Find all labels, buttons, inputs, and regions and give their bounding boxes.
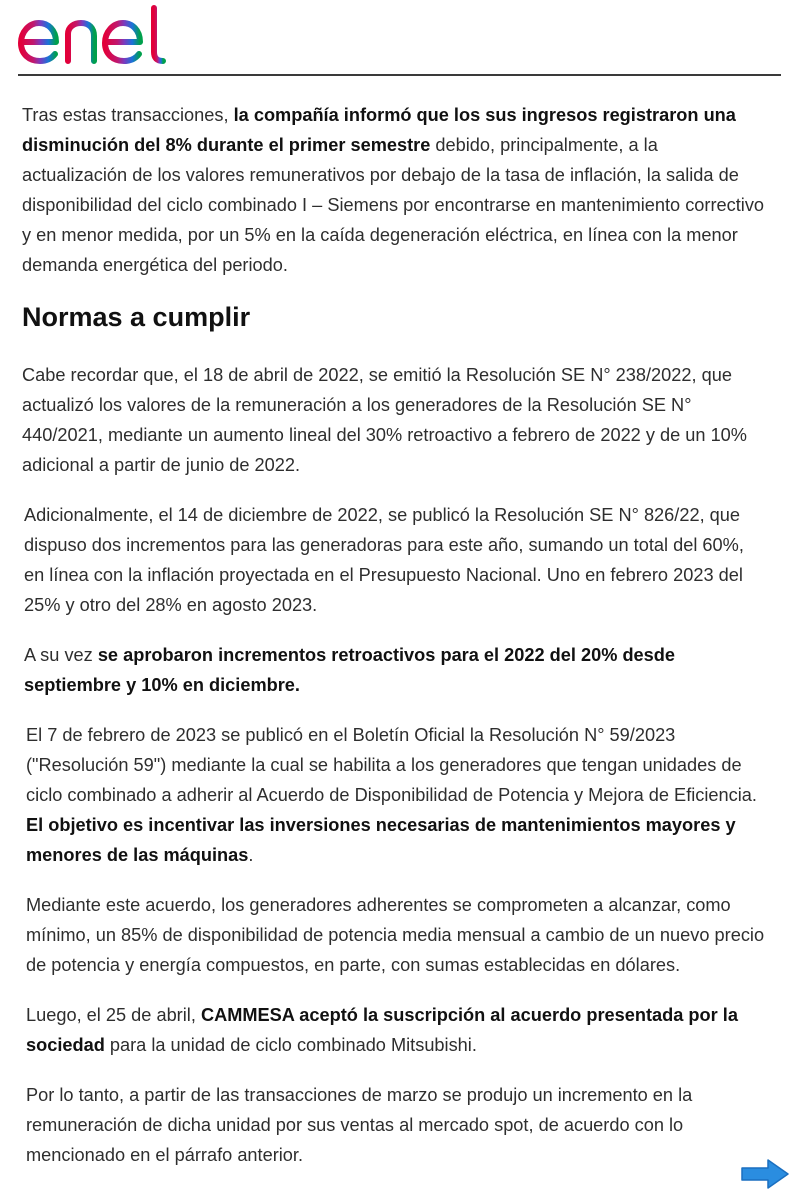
paragraph-text: Tras estas transacciones, (22, 105, 234, 125)
paragraph-ingresos (22, 100, 767, 280)
paragraph-text: A su vez (24, 645, 98, 665)
paragraph-resolucion-59 (22, 720, 767, 870)
section-heading: Normas a cumplir (22, 302, 251, 332)
paragraph-text: para la unidad de ciclo combinado Mitsubishi. (104, 1035, 477, 1055)
enel-logo-graphic (18, 4, 180, 66)
paragraph-text: debido, principalmente, a la actualización de los valores remunerativos por debajo de la tasa de inflación, la salida de disponibilidad del ciclo combinado I – Siemens por encontrarse en mantenimiento correctivo y en menor medida, por un 5% en la caída degeneración eléctrica, en línea con la menor demanda energética del periodo. (22, 135, 765, 275)
paragraph-bold-text: se aprobaron incrementos retroactivos para el 2022 del 20% desde septiembre y 10% en diciembre. (24, 645, 676, 695)
paragraph-cammesa (22, 1000, 767, 1060)
paragraph-conclusion: Por lo tanto, a partir de las transacciones de marzo se produjo un incremento en la remuneración de dicha unidad por sus ventas al mercado spot, de acuerdo con lo mencionado en el párrafo anterior. (26, 1085, 693, 1165)
arrow-right-icon (738, 1156, 792, 1192)
paragraph-text: El 7 de febrero de 2023 se publicó en el Boletín Oficial la Resolución N° 59/2023 ("Resolución 59") mediante la cual se habilita a los generadores que tengan unidades de ciclo combinado a adherir al Acuerdo de Disponibilidad de Potencia y Mejora de Eficiencia. (26, 725, 757, 805)
page-header (18, 0, 781, 76)
paragraph-resolucion-826: Adicionalmente, el 14 de diciembre de 2022, se publicó la Resolución SE N° 826/22, que dispuso dos incrementos para las generadoras para este año, sumando un total del 60%, en línea con la inflación proyectada en el Presupuesto Nacional. Uno en febrero 2023 del 25% y otro del 28% en agosto 2023. (24, 505, 744, 615)
enel-logo[interactable] (18, 4, 180, 71)
paragraph-resolucion-238: Cabe recordar que, el 18 de abril de 2022, se emitió la Resolución SE N° 238/2022, que actualizó los valores de la remuneración a los generadores de la Resolución SE N° 440/2021, mediante un aumento lineal del 30% retroactivo a febrero de 2022 y de un 10% adicional a partir de junio de 2022. (22, 365, 747, 475)
paragraph-incrementos (22, 640, 767, 700)
paragraph-text: Luego, el 25 de abril, (26, 1005, 201, 1025)
paragraph-bold-text: la compañía informó que los sus ingresos registraron una disminución del 8% durante el primer semestre (22, 105, 736, 155)
next-page-button[interactable] (738, 1156, 792, 1192)
paragraph-text: . (248, 845, 254, 865)
paragraph-bold-text: CAMMESA aceptó la suscripción al acuerdo presentada por la sociedad (26, 1005, 738, 1055)
paragraph-bold-text: El objetivo es incentivar las inversiones necesarias de mantenimientos mayores y menores de las máquinas (26, 815, 736, 865)
article-body (22, 100, 767, 1190)
paragraph-acuerdo: Mediante este acuerdo, los generadores adherentes se comprometen a alcanzar, como mínimo, un 85% de disponibilidad de potencia media mensual a cambio de un nuevo precio de potencia y energía compuestos, en parte, con sumas establecidas en dólares. (26, 895, 765, 975)
